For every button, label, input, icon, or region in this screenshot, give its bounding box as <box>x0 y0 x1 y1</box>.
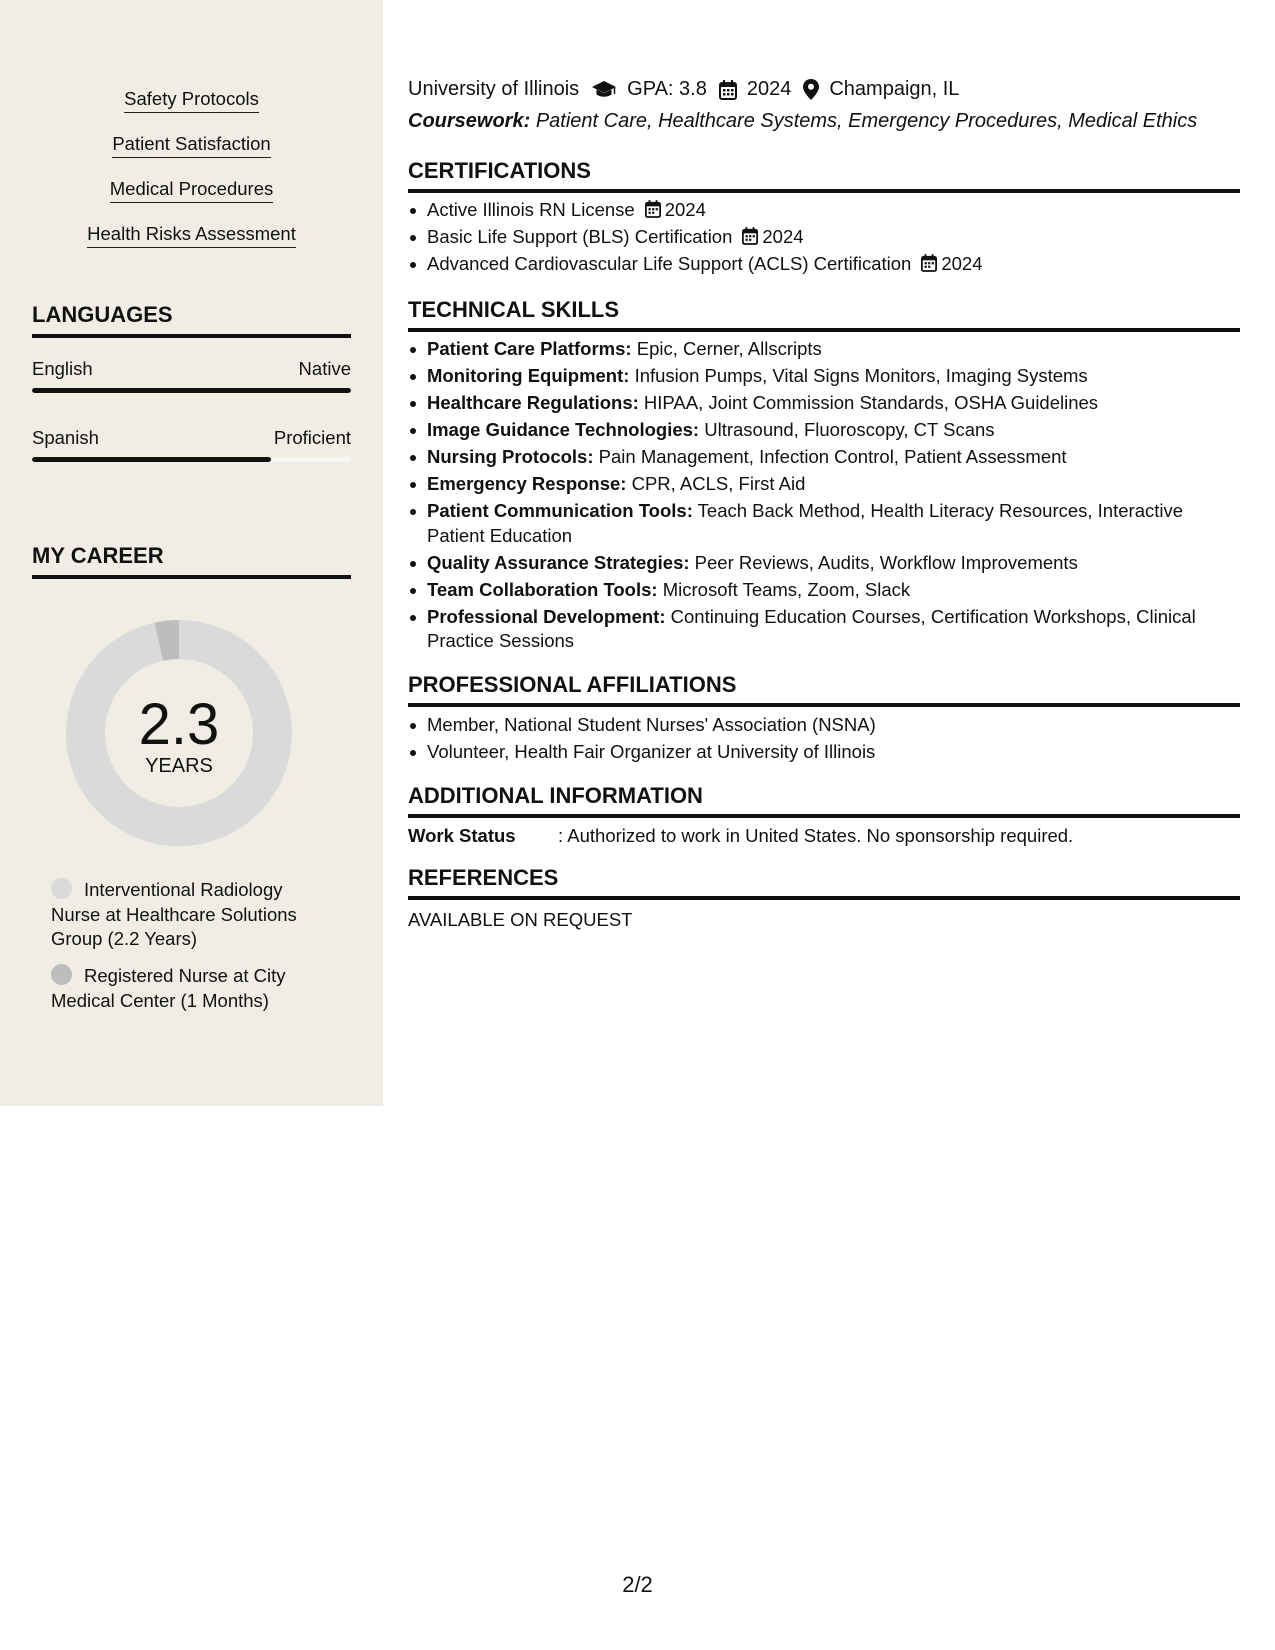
graduation-year: 2024 <box>746 78 792 100</box>
list-item: Nursing Protocols: Pain Management, Infection Control, Patient Assessment <box>408 445 1240 470</box>
list-item: Patient Care Platforms: Epic, Cerner, Allscripts <box>408 337 1240 362</box>
list-item: Team Collaboration Tools: Microsoft Teams, Zoom, Slack <box>408 578 1240 603</box>
coursework-value: Patient Care, Healthcare Systems, Emergency Procedures, Medical Ethics <box>535 110 1198 132</box>
calendar-icon <box>719 80 737 100</box>
list-item: Monitoring Equipment: Infusion Pumps, Vital Signs Monitors, Imaging Systems <box>408 364 1240 389</box>
education-line <box>408 78 959 101</box>
career-total: 2.3 <box>138 692 220 757</box>
school-name: University of Illinois <box>408 78 580 100</box>
list-item: Quality Assurance Strategies: Peer Reviews, Audits, Workflow Improvements <box>408 551 1240 576</box>
skill-tag: Medical Procedures <box>0 178 383 200</box>
language-name: Spanish <box>32 427 99 448</box>
list-item: Active Illinois RN License 2024 <box>408 198 1240 223</box>
calendar-icon <box>921 254 937 272</box>
additional-info-heading: ADDITIONAL INFORMATION <box>408 783 1240 818</box>
coursework <box>408 110 1197 133</box>
graduation-cap-icon <box>591 80 617 100</box>
list-item: Advanced Cardiovascular Life Support (ACLS) Certification 2024 <box>408 252 1240 277</box>
school-location: Champaign, IL <box>829 78 960 100</box>
coursework-label: Coursework: <box>408 110 531 132</box>
list-item: Member, National Student Nurses' Association (NSNA) <box>408 713 1240 738</box>
calendar-icon <box>742 227 758 245</box>
references-text: AVAILABLE ON REQUEST <box>408 909 633 930</box>
skill-tag: Safety Protocols <box>0 88 383 110</box>
career-item: Interventional Radiology Nurse at Healthcare Solutions Group (2.2 Years) <box>51 879 297 949</box>
language-name: English <box>32 358 93 379</box>
languages-heading: LANGUAGES <box>32 302 351 338</box>
language-level: Native <box>298 358 351 379</box>
skill-tag: Health Risks Assessment <box>0 223 383 245</box>
career-legend-dot <box>51 964 72 985</box>
list-item: Healthcare Regulations: HIPAA, Joint Commission Standards, OSHA Guidelines <box>408 391 1240 416</box>
career-legend-dot <box>51 878 72 899</box>
references-heading: REFERENCES <box>408 865 1240 900</box>
list-item: Image Guidance Technologies: Ultrasound, Fluoroscopy, CT Scans <box>408 418 1240 443</box>
technical-skills-list <box>408 337 1240 656</box>
technical-skills-heading: TECHNICAL SKILLS <box>408 297 1240 332</box>
sidebar <box>0 0 383 1106</box>
calendar-icon <box>645 200 661 218</box>
list-item: Patient Communication Tools: Teach Back Method, Health Literacy Resources, Interactive Patient Education <box>408 499 1240 548</box>
certifications-heading: CERTIFICATIONS <box>408 158 1240 193</box>
career-heading: MY CAREER <box>32 543 351 579</box>
language-bar <box>32 457 351 462</box>
language-level: Proficient <box>273 427 351 448</box>
gpa: GPA: 3.8 <box>627 78 707 100</box>
career-unit: YEARS <box>145 755 213 777</box>
page-number: 2/2 <box>622 1572 653 1597</box>
skill-tag: Patient Satisfaction <box>0 133 383 155</box>
list-item: Professional Development: Continuing Education Courses, Certification Workshops, Clinical Practice Sessions <box>408 605 1240 654</box>
list-item: Volunteer, Health Fair Organizer at University of Illinois <box>408 740 1240 765</box>
affiliations-list <box>408 713 1240 767</box>
work-status-label: Work Status <box>408 825 516 846</box>
language-bar <box>32 388 351 393</box>
list-item: Emergency Response: CPR, ACLS, First Aid <box>408 472 1240 497</box>
map-pin-icon <box>803 79 819 100</box>
certifications-list <box>408 198 1240 279</box>
career-item: Registered Nurse at City Medical Center (1 Months) <box>51 965 286 1011</box>
list-item: Basic Life Support (BLS) Certification 2024 <box>408 225 1240 250</box>
affiliations-heading: PROFESSIONAL AFFILIATIONS <box>408 672 1240 707</box>
work-status-value: : Authorized to work in United States. No sponsorship required. <box>558 825 1074 846</box>
